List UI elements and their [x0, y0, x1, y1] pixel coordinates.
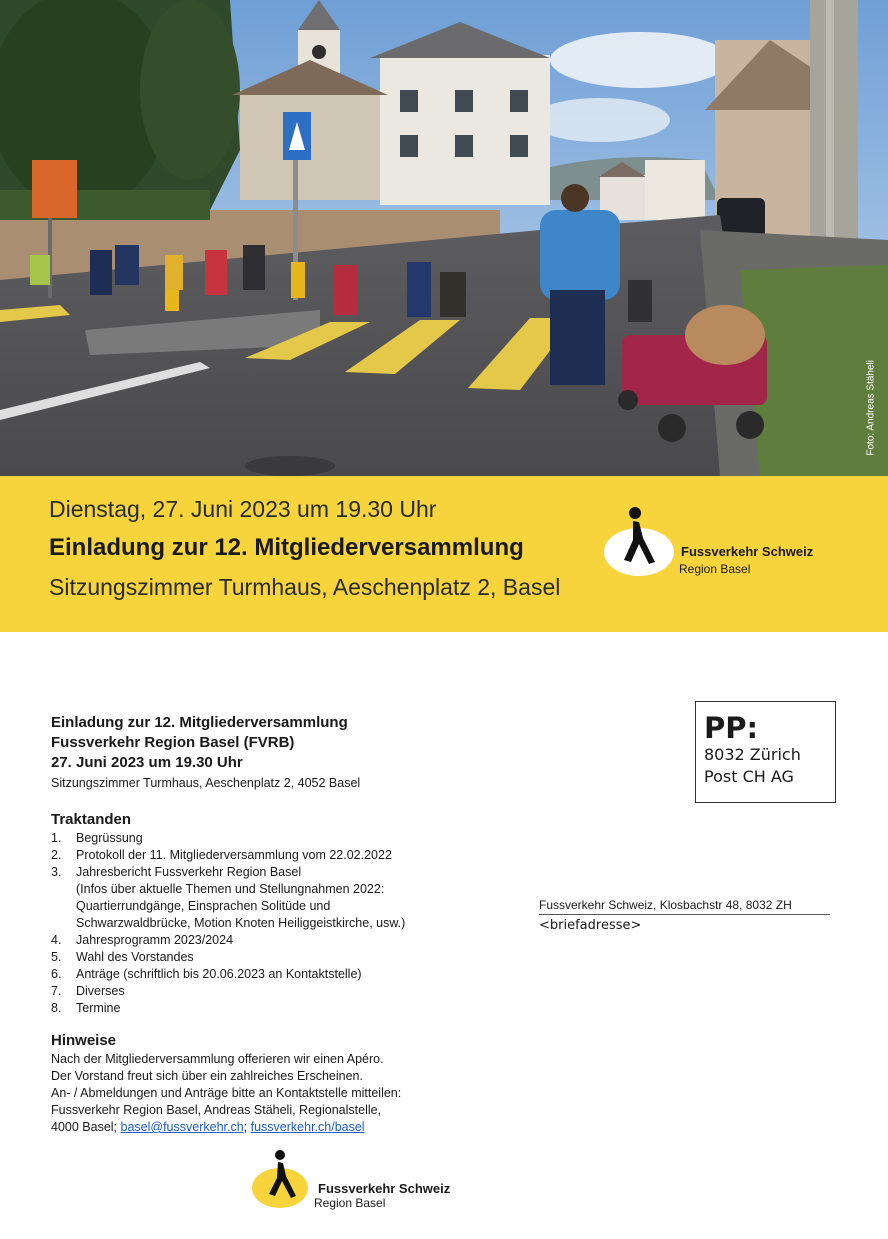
notes-text — [51, 1051, 491, 1136]
notes-line: Der Vorstand freut sich über ein zahlreiches Erscheinen. — [51, 1069, 363, 1083]
walking-person-icon — [603, 504, 683, 584]
bottom-logo-name: Fussverkehr Schweiz — [318, 1181, 451, 1196]
agenda-item — [51, 830, 491, 847]
agenda-item-line: Jahresprogramm 2023/2024 — [76, 933, 234, 947]
agenda-item — [51, 1000, 491, 1017]
agenda-item-line: Schwarzwaldbrücke, Motion Knoten Heiliggeistkirche, usw.) — [76, 916, 406, 930]
invitation-location: Sitzungszimmer Turmhaus, Aeschenplatz 2, 4052 Basel — [51, 776, 361, 790]
photo-credit: Foto: Andreas Stäheli — [866, 360, 877, 456]
banner-date: Dienstag, 27. Juni 2023 um 19.30 Uhr — [49, 496, 437, 522]
notes-line: An- / Abmeldungen und Anträge bitte an Kontaktstelle mitteilen: — [51, 1086, 402, 1100]
agenda-item — [51, 847, 491, 864]
agenda-item-number: 7. — [51, 984, 62, 998]
organisation-title: Fussverkehr Region Basel (FVRB) — [51, 734, 295, 751]
banner-title: Einladung zur 12. Mitgliederversammlung — [49, 534, 524, 561]
notes-line: Nach der Mitgliederversammlung offerieren wir einen Apéro. — [51, 1052, 384, 1066]
agenda-item-number: 3. — [51, 865, 62, 879]
agenda-list — [51, 830, 491, 1017]
agenda-item-text — [76, 864, 491, 932]
agenda-item-text — [76, 847, 491, 864]
postage-box — [695, 701, 836, 803]
notes-contact-line — [51, 1119, 491, 1136]
agenda-item-text — [76, 966, 491, 983]
bottom-logo-region: Region Basel — [314, 1196, 386, 1210]
logo-name: Fussverkehr Schweiz — [681, 544, 814, 559]
agenda-item-number: 4. — [51, 933, 62, 947]
agenda-item — [51, 966, 491, 983]
fussverkehr-logo — [603, 504, 853, 584]
agenda-item-text — [76, 932, 491, 949]
agenda-item-line: (Infos über aktuelle Themen und Stellungnahmen 2022: — [76, 882, 385, 896]
invitation-content — [51, 713, 491, 1136]
invitation-title: Einladung zur 12. Mitgliederversammlung — [51, 714, 348, 731]
agenda-item-line: Protokoll der 11. Mitgliederversammlung vom 22.02.2022 — [76, 848, 392, 862]
agenda-item-line: Anträge (schriftlich bis 20.06.2023 an Kontaktstelle) — [76, 967, 362, 981]
agenda-item-number: 6. — [51, 967, 62, 981]
sender-line: Fussverkehr Schweiz, Klosbachstr 48, 8032 ZH — [539, 898, 830, 915]
email-link[interactable]: basel@fussverkehr.ch — [120, 1120, 244, 1134]
address-placeholder: <briefadresse> — [539, 918, 642, 933]
agenda-item-text — [76, 949, 491, 966]
agenda-item-line: Wahl des Vorstandes — [76, 950, 194, 964]
agenda-item-line: Jahresbericht Fussverkehr Region Basel — [76, 865, 302, 879]
agenda-item-line: Quartierrundgänge, Einsprachen Solitüde und — [76, 899, 331, 913]
postage-city: 8032 Zürich — [704, 745, 801, 764]
agenda-item-number: 5. — [51, 950, 62, 964]
agenda-item — [51, 932, 491, 949]
bottom-logo — [250, 1148, 470, 1212]
banner-place: Sitzungszimmer Turmhaus, Aeschenplatz 2, Basel — [49, 574, 561, 600]
agenda-item-text — [76, 1000, 491, 1017]
notes-city: 4000 Basel; — [51, 1120, 121, 1134]
agenda-item-line: Begrüssung — [76, 831, 143, 845]
notes-line: Fussverkehr Region Basel, Andreas Stäheli, Regionalstelle, — [51, 1103, 382, 1117]
event-banner — [0, 476, 888, 632]
agenda-item-text — [76, 830, 491, 847]
agenda-item — [51, 864, 491, 932]
agenda-item — [51, 949, 491, 966]
agenda-item-number: 2. — [51, 848, 62, 862]
agenda-item-number: 1. — [51, 831, 62, 845]
invitation-date: 27. Juni 2023 um 19.30 Uhr — [51, 754, 243, 771]
postage-pp: PP: — [704, 711, 759, 745]
agenda-item-line: Termine — [76, 1001, 121, 1015]
header-photo — [0, 0, 888, 476]
postage-carrier: Post CH AG — [704, 767, 794, 786]
walking-person-icon — [250, 1148, 320, 1212]
logo-region: Region Basel — [679, 562, 751, 576]
agenda-item-number: 8. — [51, 1001, 62, 1015]
link-separator: ; — [243, 1120, 251, 1134]
street-crossing-photo — [0, 0, 888, 476]
website-link[interactable]: fussverkehr.ch/basel — [250, 1120, 365, 1134]
agenda-heading: Traktanden — [51, 811, 132, 828]
agenda-item-text — [76, 983, 491, 1000]
agenda-item — [51, 983, 491, 1000]
notes-heading: Hinweise — [51, 1032, 117, 1049]
agenda-item-line: Diverses — [76, 984, 125, 998]
